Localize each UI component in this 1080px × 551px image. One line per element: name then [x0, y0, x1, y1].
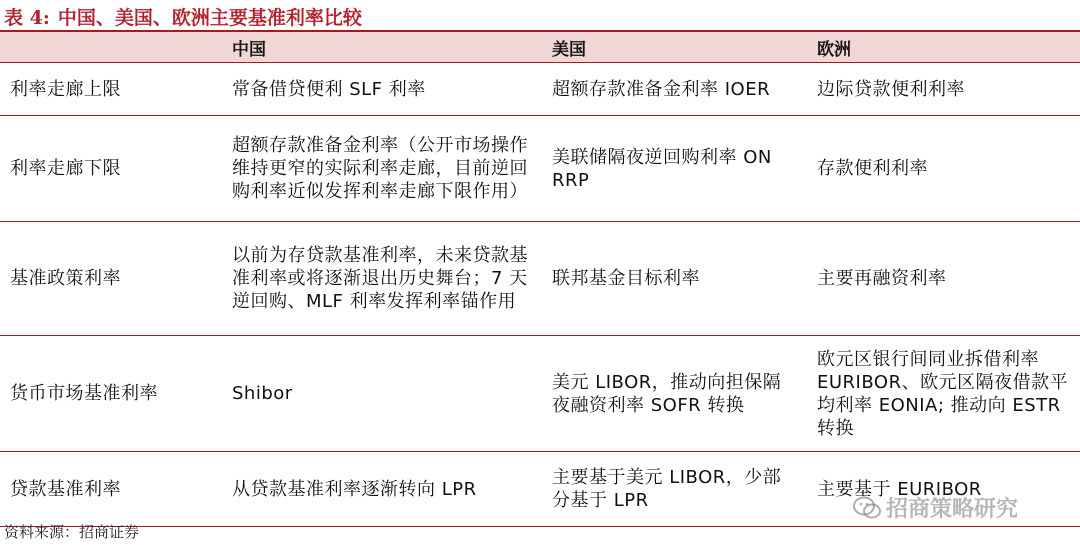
table-row: [0, 222, 1080, 336]
table-row: [0, 336, 1080, 452]
cell-china: 以前为存贷款基准利率，未来贷款基准利率或将逐渐退出历史舞台；7 天逆回购、MLF 利率发挥利率锚作用: [222, 222, 542, 336]
row-label: 利率走廊上限: [0, 63, 222, 116]
cell-eu: 边际贷款便利利率: [807, 63, 1080, 116]
cell-eu: 存款便利利率: [807, 116, 1080, 222]
header-cell-us: 美国: [542, 31, 807, 63]
cell-eu: 主要基于 EURIBOR: [807, 452, 1080, 527]
table-row: [0, 63, 1080, 116]
cell-china: Shibor: [222, 336, 542, 452]
cell-china: 从贷款基准利率逐渐转向 LPR: [222, 452, 542, 527]
row-label: 贷款基准利率: [0, 452, 222, 527]
cell-us: 美元 LIBOR，推动向担保隔夜融资利率 SOFR 转换: [542, 336, 807, 452]
header-cell-empty: [0, 31, 222, 63]
watermark: [852, 492, 1018, 523]
table-title-text: 中国、美国、欧洲主要基准利率比较: [57, 7, 362, 29]
table-title: [4, 3, 362, 30]
table-number: 表 4:: [4, 7, 50, 29]
cell-china: 常备借贷便利 SLF 利率: [222, 63, 542, 116]
header-cell-china: 中国: [222, 31, 542, 63]
rate-comparison-table: [0, 30, 1080, 527]
watermark-text: 招商策略研究: [886, 497, 1019, 522]
cell-eu: 主要再融资利率: [807, 222, 1080, 336]
cell-us: 主要基于美元 LIBOR，少部分基于 LPR: [542, 452, 807, 527]
row-label: 基准政策利率: [0, 222, 222, 336]
cell-us: 联邦基金目标利率: [542, 222, 807, 336]
header-row: [0, 31, 1080, 63]
cell-china: 超额存款准备金利率（公开市场操作维持更窄的实际利率走廊，目前逆回购利率近似发挥利率走廊下限作用）: [222, 116, 542, 222]
cell-eu: 欧元区银行间同业拆借利率 EURIBOR、欧元区隔夜借款平均利率 EONIA; 推动向 ESTR 转换: [807, 336, 1080, 452]
header-cell-eu: 欧洲: [807, 31, 1080, 63]
wechat-icon: [852, 495, 882, 521]
row-label: 货币市场基准利率: [0, 336, 222, 452]
row-label: 利率走廊下限: [0, 116, 222, 222]
cell-us: 美联储隔夜逆回购利率 ON RRP: [542, 116, 807, 222]
cell-us: 超额存款准备金利率 IOER: [542, 63, 807, 116]
table-row: [0, 116, 1080, 222]
source-note: 资料来源：招商证券: [4, 523, 140, 541]
